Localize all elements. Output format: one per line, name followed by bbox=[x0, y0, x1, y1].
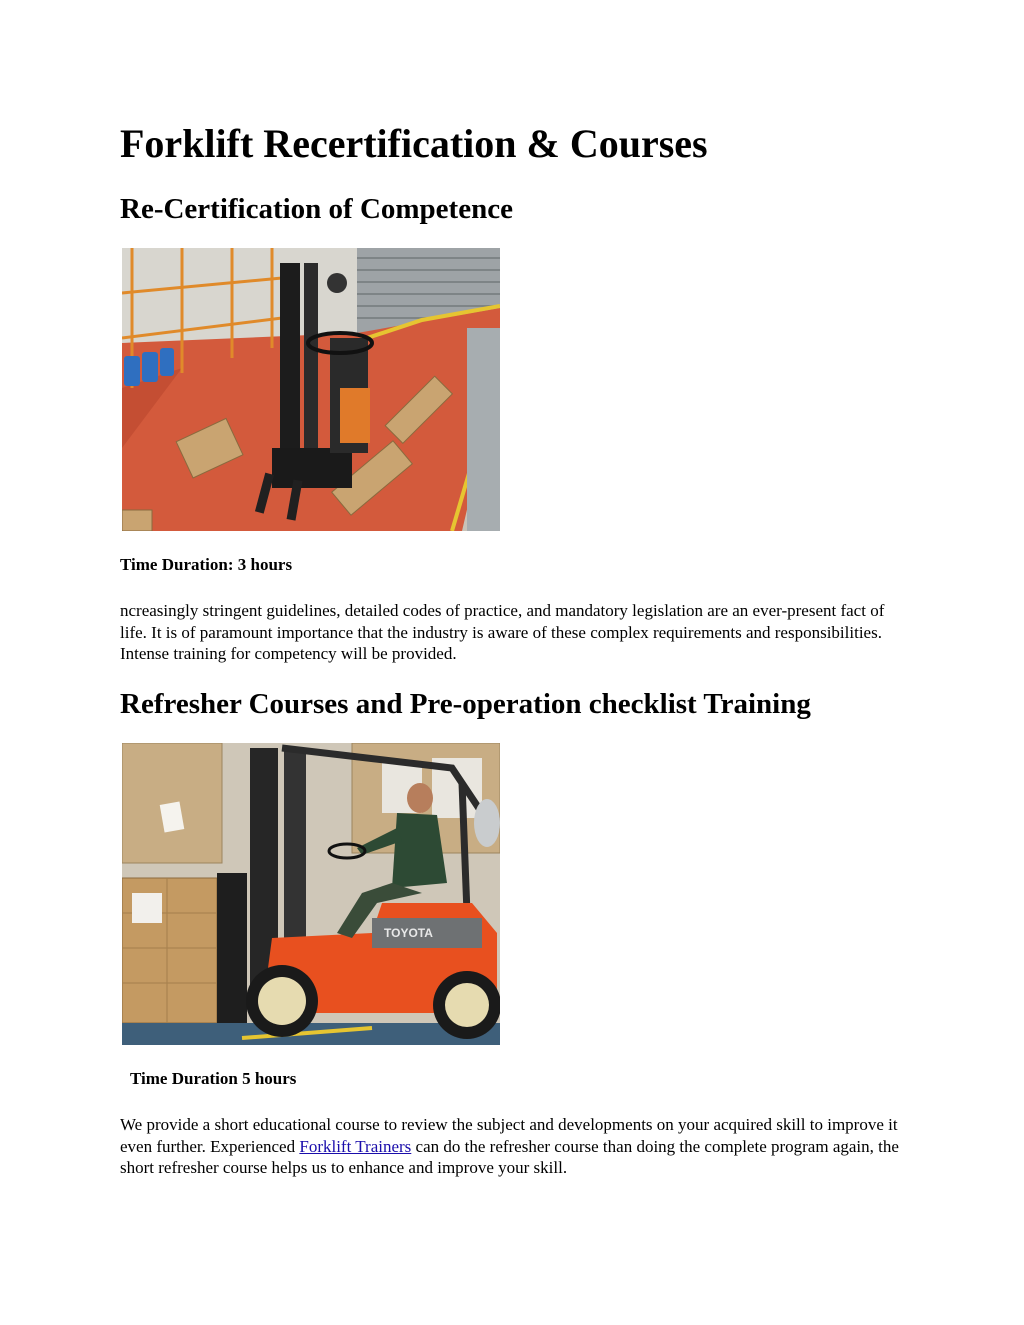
refresher-text-before-link: We provide a short educational course to review the subject and developments on your acquired skill to improve it even further. Experienced bbox=[120, 1115, 898, 1156]
refresher-text-after-link: can do the refresher course than doing the complete program again, the short refresher course helps us to enhance and improve your skill. bbox=[120, 1136, 899, 1177]
refresher-paragraph bbox=[120, 1114, 910, 1179]
section-heading-recertification: Re-Certification of Competence bbox=[120, 193, 513, 225]
time-duration-label-2: Time Duration 5 hours bbox=[130, 1069, 297, 1088]
section-heading-refresher: Refresher Courses and Pre-operation checklist Training bbox=[120, 688, 811, 720]
counterbalance-forklift-photo bbox=[122, 743, 500, 1045]
time-duration-label: Time Duration: 3 hours bbox=[120, 555, 293, 574]
recertification-paragraph: ncreasingly stringent guidelines, detailed codes of practice, and mandatory legislation are an ever-present fact of life. It is of paramount importance that the industry is aware of these complex requirements and responsibilities. Intense training for competency will be provided. bbox=[120, 601, 885, 663]
page-title: Forklift Recertification & Courses bbox=[120, 121, 708, 166]
reach-truck-warehouse-photo bbox=[122, 248, 500, 531]
forklift-trainers-link[interactable]: Forklift Trainers bbox=[299, 1136, 412, 1156]
toyota-brand-text: TOYOTA bbox=[384, 926, 433, 940]
